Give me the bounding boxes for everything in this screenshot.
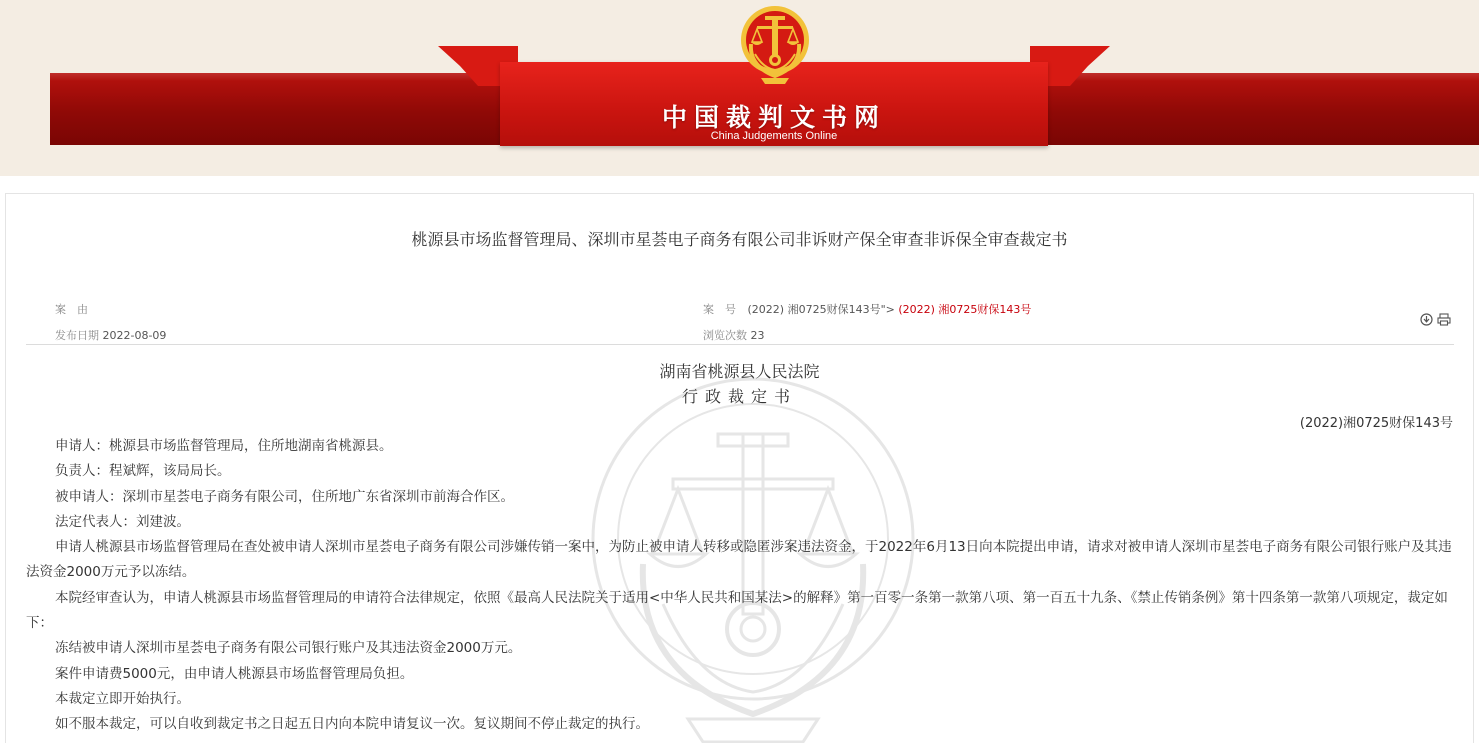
view-count-label: 浏览次数	[703, 329, 747, 342]
document-tools	[1420, 313, 1451, 329]
paragraph-reasoning: 本院经审查认为，申请人桃源县市场监督管理局的申请符合法律规定，依照《最高人民法院关于适用<中华人民共和国某法>的解释》第一百零一条第一款第八项、第一百五十九条、《禁止传销条例》第十四条第一款第八项规定，裁定如下：	[26, 589, 1448, 632]
site-title[interactable]: 中国裁判文书网	[661, 103, 886, 132]
print-icon[interactable]	[1437, 313, 1451, 326]
paragraph-ruling-freeze: 冻结被申请人深圳市星荟电子商务有限公司银行账户及其违法资金2000万元。	[55, 640, 522, 657]
paragraph-appeal: 如不服本裁定，可以自收到裁定书之日起五日内向本院申请复议一次。复议期间不停止裁定的执行。	[55, 716, 649, 733]
download-icon[interactable]	[1420, 313, 1433, 326]
view-count-field	[703, 327, 765, 343]
paragraph-respondent: 被申请人：深圳市星荟电子商务有限公司，住所地广东省深圳市前海合作区。	[55, 488, 514, 505]
site-subtitle: China Judgements Online	[710, 130, 838, 142]
publish-date-label: 发布日期	[55, 329, 99, 342]
court-emblem-icon[interactable]	[739, 4, 811, 86]
cause-field	[55, 301, 88, 317]
publish-date-value: 2022-08-09	[102, 329, 167, 342]
paragraph-fee: 案件申请费5000元，由申请人桃源县市场监督管理局负担。	[55, 665, 414, 682]
paragraph-responsible-person: 负责人：程斌辉，该局局长。	[55, 463, 231, 480]
document-type: 行政裁定书	[681, 387, 797, 406]
case-number-link[interactable]: (2022) 湘0725财保143号	[898, 303, 1032, 316]
paragraph-facts: 申请人桃源县市场监督管理局在查处被申请人深圳市星荟电子商务有限公司涉嫌传销一案中，为防止被申请人转移或隐匿涉案违法资金，于2022年6月13日向本院提出申请，请求对被申请人深圳市星荟电子商务有限公司银行账户及其违法资金2000万元予以冻结。	[26, 539, 1452, 581]
case-number-label: 案 号	[703, 303, 736, 316]
court-name: 湖南省桃源县人民法院	[659, 362, 820, 381]
document-body	[26, 434, 1454, 738]
document-title: 桃源县市场监督管理局、深圳市星荟电子商务有限公司非诉财产保全审查非诉保全审查裁定书	[411, 230, 1068, 249]
cause-label: 案 由	[55, 303, 88, 316]
case-number-value: (2022) 湘0725财保143号">	[747, 303, 895, 316]
site-header	[0, 0, 1479, 176]
meta-divider	[26, 344, 1454, 345]
view-count-value: 23	[750, 329, 765, 342]
case-number-field	[703, 301, 1031, 317]
document-card	[5, 193, 1474, 743]
publish-date-field	[55, 327, 166, 343]
case-number-line: (2022)湘0725财保143号	[1299, 416, 1453, 431]
paragraph-legal-representative: 法定代表人：刘建波。	[55, 513, 190, 530]
paragraph-applicant: 申请人：桃源县市场监督管理局，住所地湖南省桃源县。	[55, 438, 393, 454]
paragraph-execution: 本裁定立即开始执行。	[55, 690, 190, 707]
